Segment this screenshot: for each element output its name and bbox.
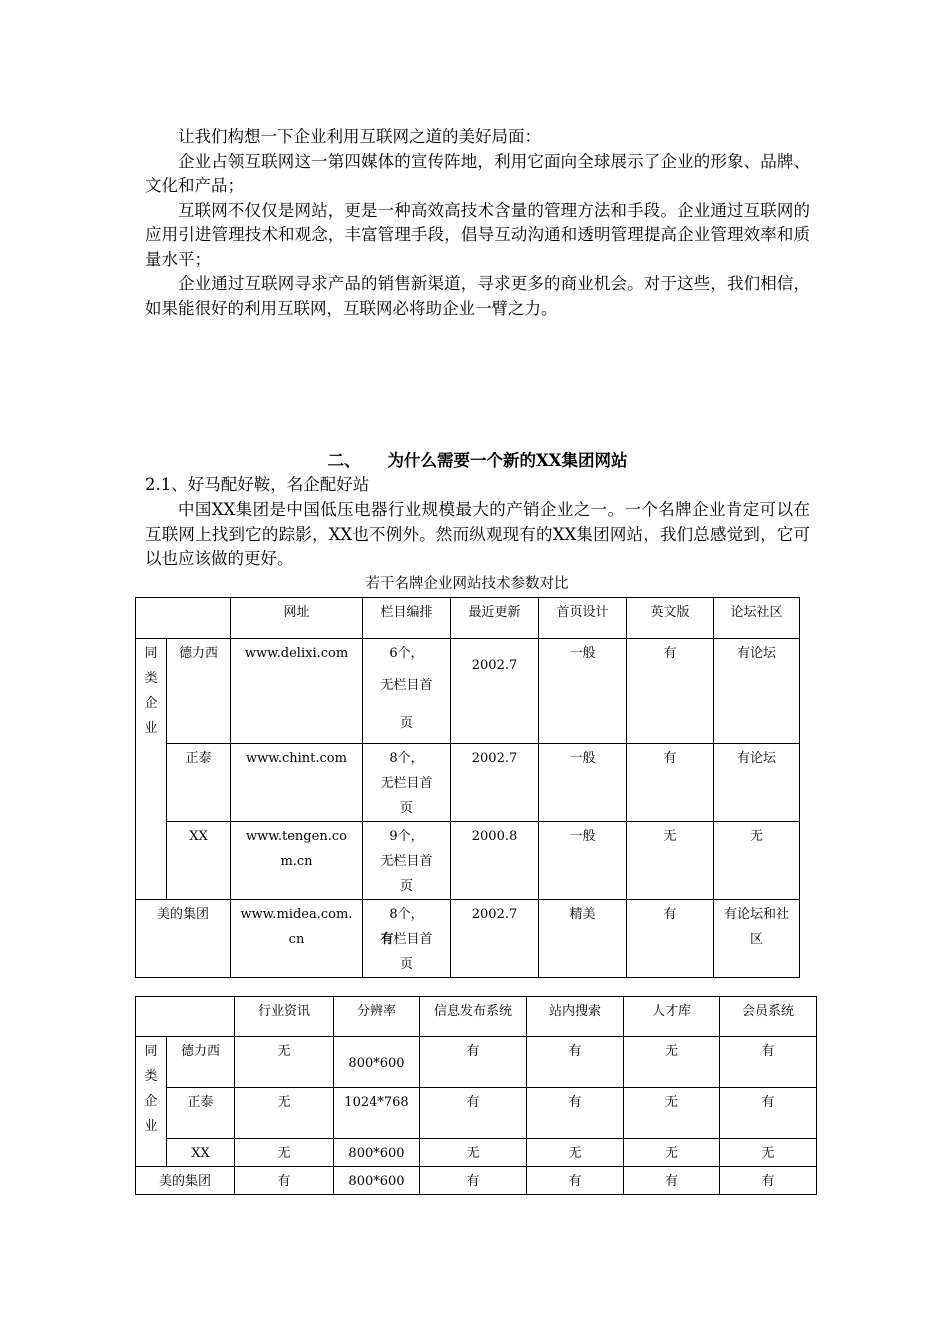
company-name: XX [167,1139,235,1167]
forum-status: 无 [714,822,800,900]
intro-paragraph: 互联网不仅仅是网站，更是一种高效高技术含量的管理方法和手段。企业通过互联网的应用引进管理技术和观念，丰富管理手段，倡导互动沟通和透明管理提高企业管理效率和质量水平； [145,200,810,269]
intro-paragraph: 企业占领互联网这一第四媒体的宣传阵地，利用它面向全球展示了企业的形象、品牌、文化和产品； [145,151,810,195]
group-label: 同类企业 [144,646,158,736]
table-cell: 800*600 [334,1139,420,1167]
header-talent: 人才库 [624,997,720,1037]
table-row [136,1088,817,1139]
forum-status: 有论坛 [714,744,800,822]
table-cell: 有 [624,1167,720,1195]
section-number: 二、 [327,451,361,470]
columns-cell [363,744,451,822]
company-url: www.delixi.com [231,639,363,744]
comparison-table-1 [135,597,800,978]
table-row [136,744,800,822]
updated-date: 2002.7 [451,744,539,822]
columns-cell [363,900,451,978]
company-name: 美的集团 [136,900,231,978]
table-cell: 无 [235,1139,334,1167]
section-body-paragraph: 中国XX集团是中国低压电器行业规模最大的产销企业之一。一个名牌企业肯定可以在互联网上找到它的踪影，XX也不例外。然而纵观现有的XX集团网站，我们总感觉到，它可以也应该做的更好。 [145,500,810,568]
section-heading [145,450,810,472]
table-corner-cell [136,598,231,639]
header-resolution: 分辨率 [334,997,420,1037]
company-url: www.chint.com [231,744,363,822]
columns-cell [363,822,451,900]
table-cell: 有 [720,1088,817,1139]
table-header-row [136,997,817,1037]
table-caption: 若干名牌企业网站技术参数对比 [365,576,569,592]
header-industry-news: 行业资讯 [235,997,334,1037]
table-cell: 有 [720,1037,817,1088]
table-row [136,1037,817,1088]
english-version: 有 [627,744,714,822]
company-name: 美的集团 [136,1167,235,1195]
company-name: 德力西 [167,1037,235,1088]
group-label-cell [136,1037,167,1167]
table-row [136,1167,817,1195]
group-label-cell [136,639,167,900]
header-design: 首页设计 [539,598,627,639]
company-name: 正泰 [167,1088,235,1139]
table-cell: 无 [527,1139,624,1167]
english-version: 有 [627,900,714,978]
columns-note: 无栏目首页 [380,776,433,816]
header-forum: 论坛社区 [714,598,800,639]
table-cell: 有 [235,1167,334,1195]
table-cell: 无 [420,1139,527,1167]
updated-date: 2000.8 [451,822,539,900]
table-cell: 无 [235,1088,334,1139]
updated-date: 2002.7 [451,900,539,978]
design-rating: 精美 [539,900,627,978]
columns-note-wrap [363,927,450,977]
table-cell: 有 [420,1167,527,1195]
table-cell: 800*600 [334,1037,420,1088]
columns-count: 9个， [389,829,424,844]
table-cell: 有 [420,1088,527,1139]
header-columns: 栏目编排 [363,598,451,639]
design-rating: 一般 [539,822,627,900]
company-name: 正泰 [167,744,231,822]
table-header-row [136,598,800,639]
sub-heading: 2.1、好马配好鞍，名企配好站 [145,475,370,494]
section-title: 为什么需要一个新的XX集团网站 [387,451,628,470]
table-cell: 无 [624,1037,720,1088]
header-site-search: 站内搜索 [527,997,624,1037]
updated-date: 2002.7 [451,639,539,744]
intro-paragraph: 企业通过互联网寻求产品的销售新渠道，寻求更多的商业机会。对于这些，我们相信，如果能很好的利用互联网，互联网必将助企业一臂之力。 [145,274,810,318]
table-cell: 有 [527,1037,624,1088]
intro-paragraph: 让我们构想一下企业利用互联网之道的美好局面： [178,127,541,146]
company-url: www.tengen.com.cn [231,822,363,900]
company-name: 德力西 [167,639,231,744]
intro-section [145,125,810,321]
columns-note: 栏目首页 [393,932,433,972]
columns-highlight: 有 [380,932,394,947]
table-cell: 无 [624,1088,720,1139]
company-name: XX [167,822,231,900]
table-row [136,639,800,744]
english-version: 无 [627,822,714,900]
table-row [136,900,800,978]
company-url: www.midea.com.cn [231,900,363,978]
table-cell: 有 [527,1088,624,1139]
table-cell: 无 [235,1037,334,1088]
comparison-table-2 [135,996,817,1195]
table-cell: 无 [624,1139,720,1167]
header-english: 英文版 [627,598,714,639]
table-cell: 800*600 [334,1167,420,1195]
columns-note: 无栏目首页 [380,678,433,731]
group-label: 同类企业 [144,1044,158,1134]
section-body [145,498,810,572]
table-cell: 有 [720,1167,817,1195]
columns-count: 8个， [389,907,424,922]
table-cell: 无 [720,1139,817,1167]
header-updated: 最近更新 [451,598,539,639]
table-corner-cell [136,997,235,1037]
table-cell: 有 [527,1167,624,1195]
english-version: 有 [627,639,714,744]
table-cell: 有 [420,1037,527,1088]
header-publishing: 信息发布系统 [420,997,527,1037]
forum-status: 有论坛 [714,639,800,744]
columns-count: 8个， [389,751,424,766]
forum-status: 有论坛和社区 [714,900,800,978]
design-rating: 一般 [539,639,627,744]
table-row [136,822,800,900]
columns-count: 6个， [389,646,424,661]
table-cell: 1024*768 [334,1088,420,1139]
columns-cell [363,639,451,744]
header-url: 网址 [231,598,363,639]
design-rating: 一般 [539,744,627,822]
table-row [136,1139,817,1167]
header-membership: 会员系统 [720,997,817,1037]
columns-note: 无栏目首页 [380,854,433,894]
